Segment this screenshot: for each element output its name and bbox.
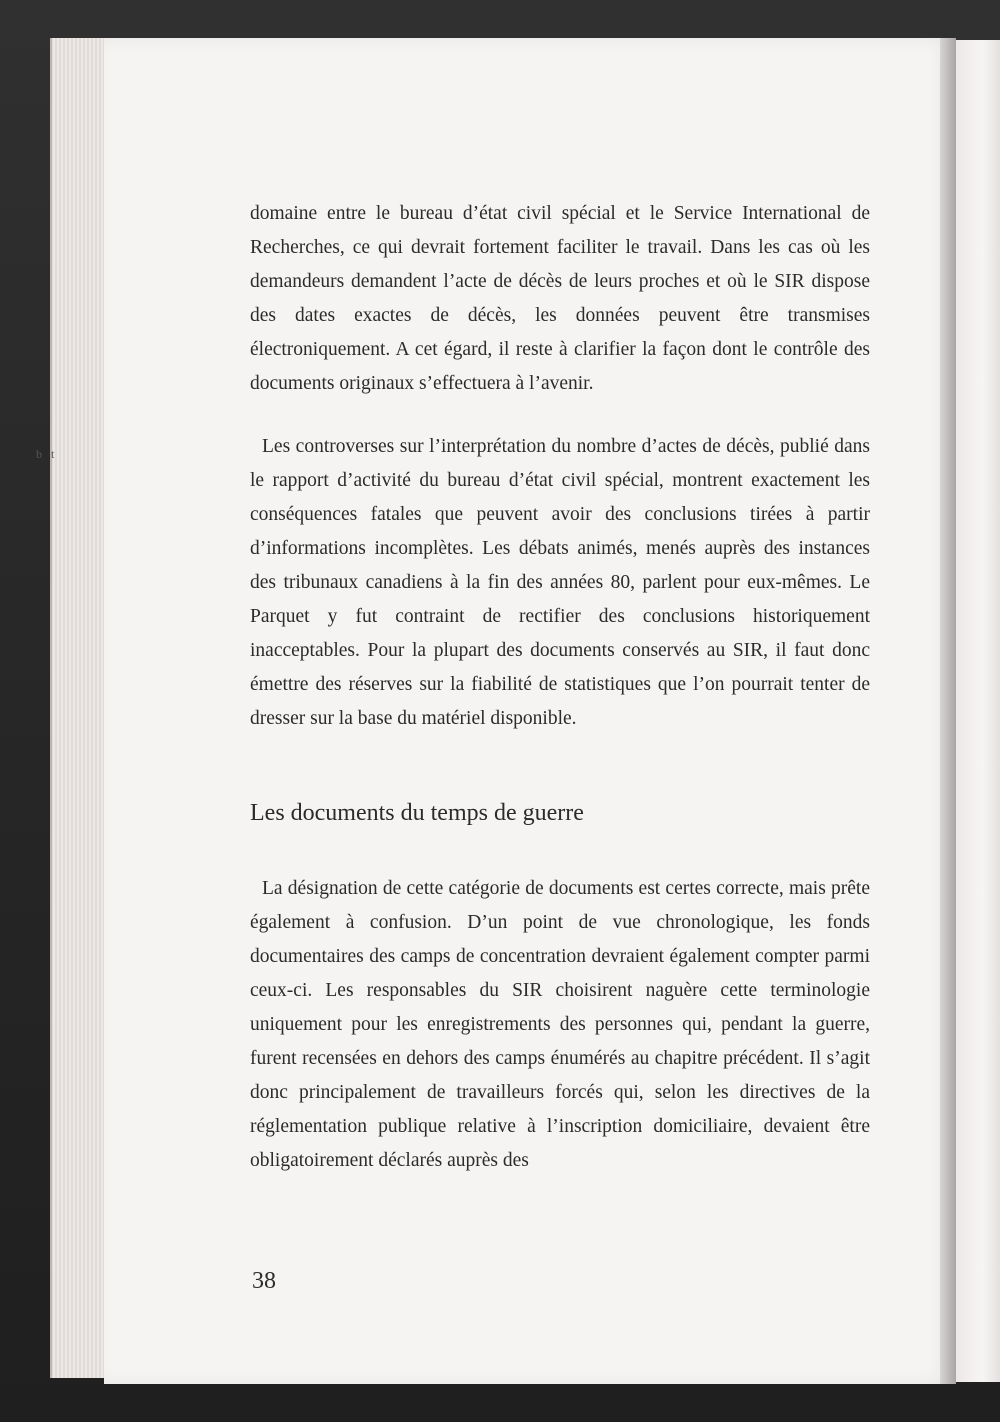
paragraph-controversies — [250, 430, 870, 736]
opposite-page-edge — [956, 40, 1000, 1382]
page-number: 38 — [252, 1268, 276, 1294]
paragraph-text: Les controverses sur l’interprétation du nombre d’actes de décès, publié dans le rapport d’activité du bureau d’état civil spécial, montrent exactement les conséquences fatales que peuvent avoir des conclusions tirées à partir d’informations incomplètes. Les débats animés, menés auprès des instances des tribunaux canadiens à la fin des années 80, parlent pour eux-mêmes. Le Parquet y fut contraint de rectifier des conclusions historiquement inacceptables. Pour la plupart des documents conservés au SIR, il faut donc émettre des réserves sur la fiabilité de statistiques que l’on pourrait tenter de dresser sur la base du matériel disponible. — [250, 436, 870, 729]
book-page-edges — [50, 38, 112, 1378]
gutter-shadow — [940, 38, 956, 1384]
paragraph-designation — [250, 872, 870, 1178]
paragraph-continuation — [250, 197, 870, 401]
margin-mark: b t — [36, 447, 58, 461]
section-heading: Les documents du temps de guerre — [250, 800, 584, 826]
paragraph-text: domaine entre le bureau d’état civil spécial et le Service International de Recherches, ce qui devrait fortement faciliter le travail. Dans les cas où les demandeurs demandent l’acte de décès de leurs proches et où le SIR dispose des dates exactes de décès, les données peuvent être transmises électroniquement. A cet égard, il reste à clarifier la façon dont le contrôle des documents originaux s’effectuera à l’avenir. — [250, 203, 870, 394]
paragraph-text: La désignation de cette catégorie de documents est certes correcte, mais prête également à confusion. D’un point de vue chronologique, les fonds documentaires des camps de concentration devraient également compter parmi ceux-ci. Les responsables du SIR choisirent naguère cette terminologie uniquement pour les enregistrements des personnes qui, pendant la guerre, furent recensées en dehors des camps énumérés au chapitre précédent. Il s’agit donc principalement de travailleurs forcés qui, selon les directives de la réglementation publique relative à l’inscription domiciliaire, devaient être obligatoirement déclarés auprès des — [250, 878, 870, 1171]
